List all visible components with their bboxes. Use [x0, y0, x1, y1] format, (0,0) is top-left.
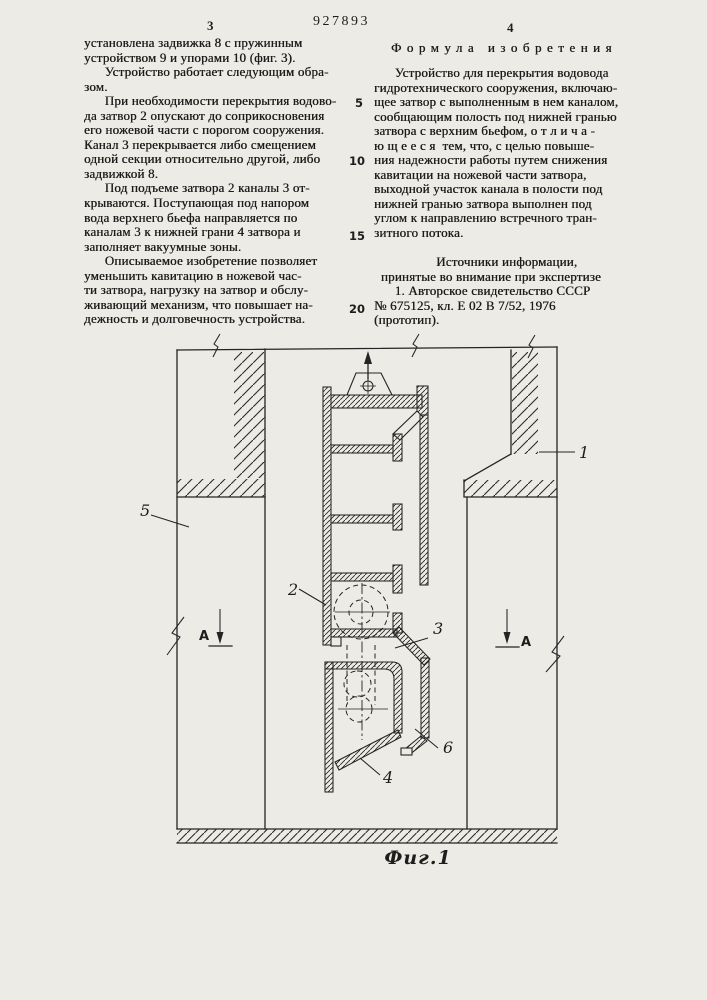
- line-number-10: 10: [349, 154, 366, 168]
- figure-caption: Фиг.1: [384, 847, 452, 869]
- line-number-20: 20: [349, 302, 366, 316]
- ref-label-5: 5: [140, 501, 151, 520]
- ref-label-1: 1: [579, 443, 590, 462]
- ref-label-6: 6: [443, 738, 454, 757]
- ref-label-2: 2: [288, 580, 299, 599]
- ref-label-3: 3: [433, 619, 444, 638]
- left-column-text: установлена задвижка 8 с пружинным устройством 9 и упорами 10 (фиг. 3). Устройство работает следующим обра- зом. При необходимости перекрытия водово- да затвор 2 опускают до соприкосновения его ножевой части с порогом сооружения. Канал 3 перекрывается либо смещением одной секции относительно другой, либо задвижкой 8. Под подъеме затвора 2 каналы 3 от- крываются. Поступающая под напором вода верхнего бьефа направляется по каналам 3 к нижней грани 4 затвора и заполняет вакуумные зоны. Описываемое изобретение позволяет уменьшить кавитацию в ножевой час- ти затвора, нагрузку на затвор и обслу- живающий механизм, что повышает на- дежность и долговечность устройства.: [84, 35, 337, 327]
- leader-lines: [151, 452, 575, 775]
- patent-number: 927893: [313, 14, 370, 29]
- line-number-15: 15: [349, 229, 366, 243]
- ref-label-4: 4: [383, 768, 394, 787]
- line-number-5: 5: [355, 96, 364, 110]
- lifting-lug: [347, 373, 392, 395]
- conduit-walls: [177, 347, 557, 843]
- section-mark-right: А: [521, 635, 532, 650]
- section-mark-left: А: [198, 629, 209, 644]
- hidden-roller-slot: [344, 671, 371, 697]
- right-page-number: 4: [507, 20, 515, 35]
- right-column-text: Устройство для перекрытия водовода гидротехнического сооружения, включаю- щее затвор с выполненным в нем каналом, сообщающим полость под нижней гранью затвора с верхним бьефом, о т л и ч а - ю щ е е с я тем, что, с целью повыше- ния надежности работы путем снижения кавитации на ножевой части затвора, выходной участок канала в полости под нижней гранью затвора выполнен под углом к направлению встречного тран- зитного потока. Источники информации, принятые во внимание при экспертизе 1. Авторское свидетельство СССР № 675125, кл. Е 02 В 7/52, 1976 (прототип).: [374, 65, 619, 328]
- formula-title: Формула изобретения: [391, 40, 617, 55]
- left-page-number: 3: [207, 18, 215, 33]
- gate-body: [323, 351, 428, 646]
